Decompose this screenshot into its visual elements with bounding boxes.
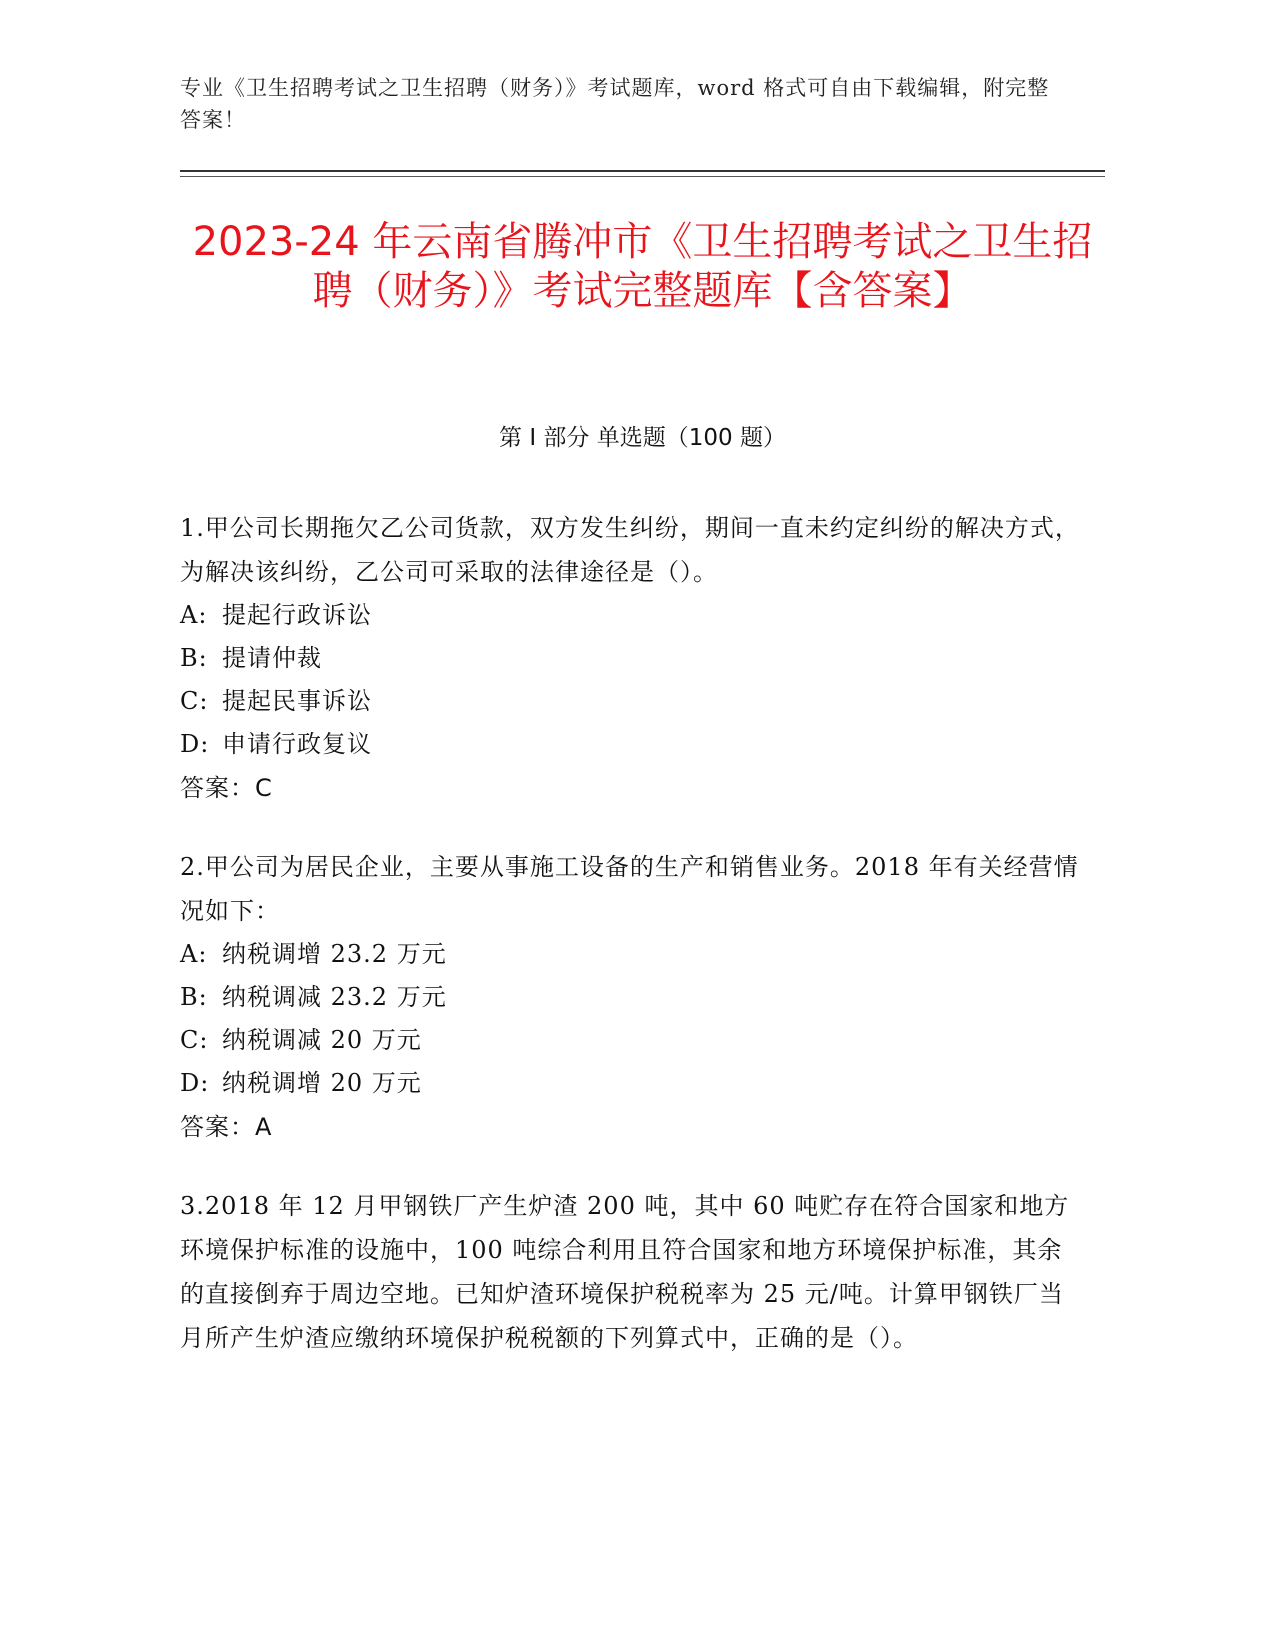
question-3 (180, 1184, 1080, 1360)
option-letter: A: (180, 940, 208, 968)
option-text: 申请行政复议 (222, 730, 372, 758)
answer-line: 答案：A (180, 1113, 273, 1141)
option-d (180, 1062, 1080, 1105)
option-text: 提请仲裁 (222, 644, 322, 672)
document-title: 2023-24 年云南省腾冲市《卫生招聘考试之卫生招聘（财务）》考试完整题库【含答案】 (192, 219, 1093, 314)
question-stem: 1.甲公司长期拖欠乙公司货款，双方发生纠纷，期间一直未约定纠纷的解决方式，为解决该纠纷，乙公司可采取的法律途径是（）。 (180, 514, 1080, 586)
option-letter: D: (180, 1069, 210, 1097)
option-letter: B: (180, 983, 208, 1011)
option-letter: A: (180, 601, 208, 629)
question-stem: 3.2018 年 12 月甲钢铁厂产生炉渣 200 吨，其中 60 吨贮存在符合国家和地方环境保护标准的设施中，100 吨综合利用且符合国家和地方环境保护标准，其余的直接倒弃于周边空地。已知炉渣环境保护税税率为 25 元/吨。计算甲钢铁厂当月所产生炉渣应缴纳环境保护税税额的下列算式中，正确的是（）。 (180, 1192, 1070, 1352)
option-a (180, 594, 1080, 637)
option-text: 纳税调减 20 万元 (222, 1026, 422, 1054)
section-heading: 第 I 部分 单选题（100 题） (499, 425, 786, 451)
option-b (180, 976, 1080, 1019)
option-letter: B: (180, 644, 208, 672)
option-text: 纳税调增 23.2 万元 (222, 940, 447, 968)
header-note: 专业《卫生招聘考试之卫生招聘（财务）》考试题库，word 格式可自由下载编辑，附完整答案！ (180, 76, 1050, 132)
question-list (180, 506, 1080, 1395)
option-d (180, 723, 1080, 766)
question-2 (180, 845, 1080, 1149)
header-divider-thick (180, 170, 1105, 172)
option-text: 提起民事诉讼 (222, 687, 372, 715)
question-1 (180, 506, 1080, 810)
option-c (180, 1019, 1080, 1062)
option-letter: C: (180, 687, 209, 715)
option-text: 纳税调减 23.2 万元 (222, 983, 447, 1011)
option-b (180, 637, 1080, 680)
question-stem: 2.甲公司为居民企业，主要从事施工设备的生产和销售业务。2018 年有关经营情况如下： (180, 853, 1079, 925)
option-text: 纳税调增 20 万元 (222, 1069, 422, 1097)
option-letter: C: (180, 1026, 209, 1054)
option-c (180, 680, 1080, 723)
header-divider-thin (180, 176, 1105, 177)
option-text: 提起行政诉讼 (222, 601, 372, 629)
option-letter: D: (180, 730, 210, 758)
answer-line: 答案：C (180, 774, 273, 802)
option-a (180, 933, 1080, 976)
